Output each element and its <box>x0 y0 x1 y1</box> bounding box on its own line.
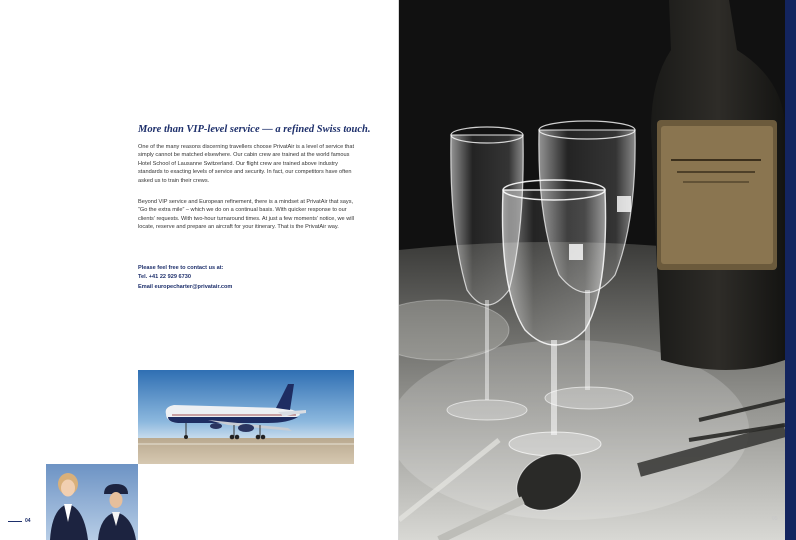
airplane-photo <box>138 370 354 464</box>
contact-email: Email europecharter@privatair.com <box>138 283 233 290</box>
contact-block <box>138 264 338 292</box>
contact-tel: Tel. +41 22 929 6730 <box>138 274 191 281</box>
blue-edge-strip <box>785 0 796 540</box>
folio-rule <box>8 521 22 522</box>
page-number-left-text: 04 <box>25 518 31 524</box>
page-number-left <box>8 518 31 524</box>
body-paragraph-1: One of the many reasons discerning travellers choose PrivatAir is a level of service that simply cannot be matched elsewhere. Our cabin crew are trained at the world famous Hotel School of Lausanne Switzerland. Our flight crew are trained above industry standards to exacting levels of service and security. In fact, our competitors have often asked us to train their crews. <box>138 144 355 184</box>
crew-photo <box>46 464 138 540</box>
body-paragraph-2: Beyond VIP service and European refinement, there is a mindset at PrivatAir that says, “Go the extra mile” – which we do on a continual basis. With quicker response to our clients’ requests. With two-hour turnaround times. At just a few moments’ notice, we will locate, reserve and prepare an aircraft for your itinerary. That is the PrivatAir way. <box>138 199 354 231</box>
section-heading: More than VIP-level service — a refined Swiss touch. <box>138 124 371 135</box>
contact-intro: Please feel free to contact us at: <box>138 265 224 271</box>
wine-glasses-photo <box>399 0 785 540</box>
page-number-right: 05 <box>772 516 778 522</box>
